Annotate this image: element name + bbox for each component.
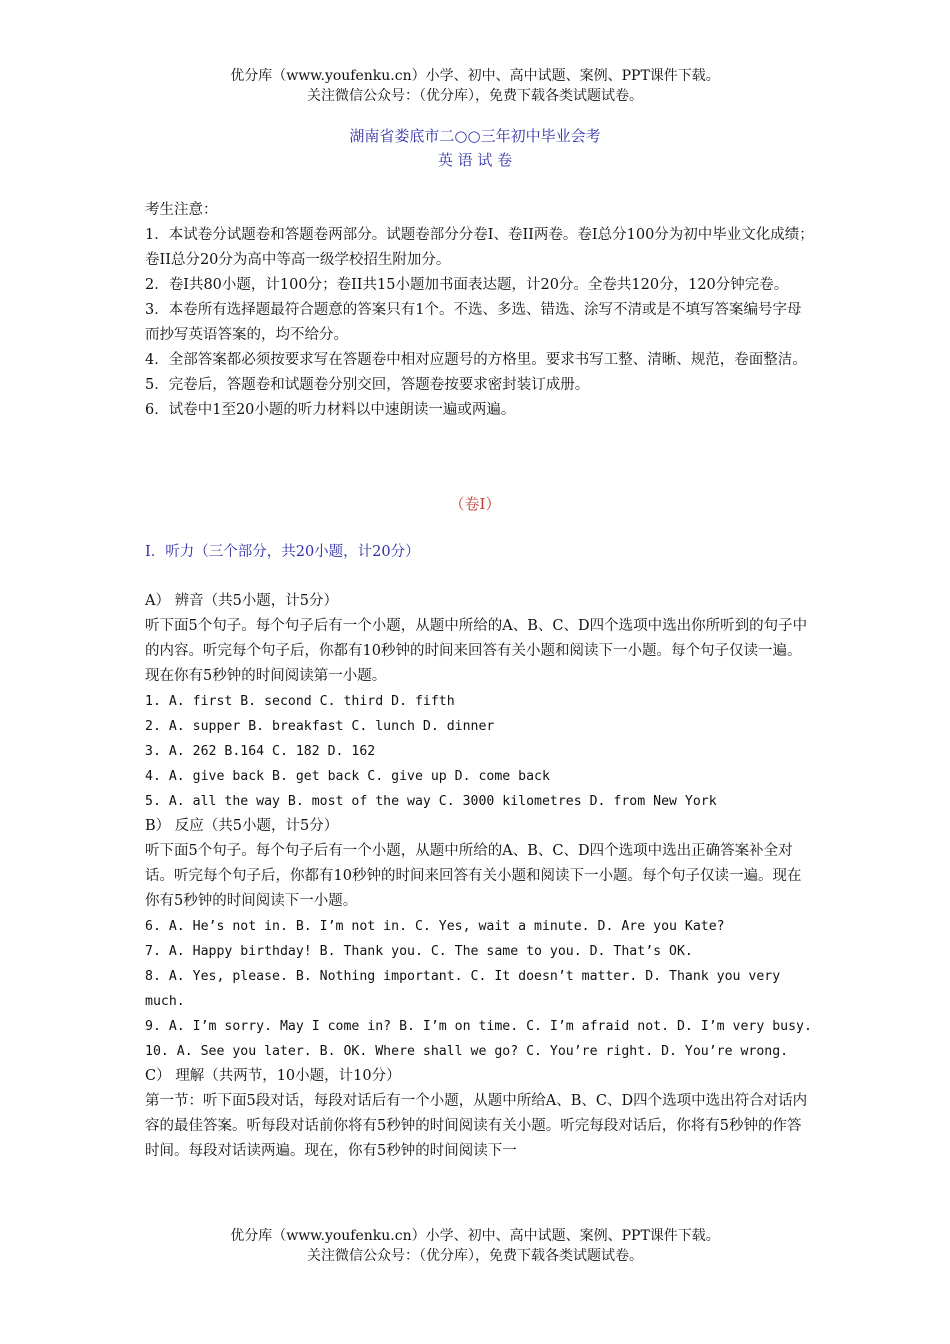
listening-parts bbox=[145, 589, 815, 1164]
notice-item: 5．完卷后，答题卷和试题卷分别交回，答题卷按要求密封装订成册。 bbox=[145, 377, 590, 393]
exam-title-line-2: 英 语 试 卷 bbox=[437, 151, 513, 169]
exam-title-line-1: 湖南省娄底市二○○三年初中毕业会考 bbox=[349, 127, 601, 145]
footer-line-1: 优分库（www.youfenku.cn）小学、初中、高中试题、案例、PPT课件下载。 bbox=[230, 1228, 720, 1244]
page-header bbox=[0, 66, 950, 106]
footer-line-2: 关注微信公众号：（优分库），免费下载各类试题试卷。 bbox=[307, 1248, 643, 1264]
exam-title bbox=[0, 124, 950, 172]
notice-item: 4．全部答案都必须按要求写在答题卷中相对应题号的方格里。要求书写工整、清晰、规范，卷面整洁。 bbox=[145, 352, 807, 368]
header-line-1: 优分库（www.youfenku.cn）小学、初中、高中试题、案例、PPT课件下载。 bbox=[230, 68, 720, 84]
part-a-instructions: 听下面5个句子。每个句子后有一个小题，从题中所给的A、B、C、D四个选项中选出你所听到的句子中的内容。听完每个句子后，你都有10秒钟的时间来回答有关小题和阅读下一小题。每个句子仅读一遍。现在你有5秒钟的时间阅读第一小题。 bbox=[145, 618, 808, 684]
part-b-heading: B） 反应（共5小题，计5分） bbox=[145, 818, 339, 834]
notice-heading: 考生注意： bbox=[145, 202, 218, 218]
page-footer bbox=[0, 1226, 950, 1266]
part-c-heading: C） 理解（共两节，10小题，计10分） bbox=[145, 1068, 401, 1084]
question: 10. A. See you later. B. OK. Where shall we go? C. You’re right. D. You’re wrong. bbox=[145, 1044, 789, 1059]
part-b-instructions: 听下面5个句子。每个句子后有一个小题，从题中所给的A、B、C、D四个选项中选出正确答案补全对话。听完每个句子后，你都有10秒钟的时间来回答有关小题和阅读下一小题。每个句子仅读一遍。现在你有5秒钟的时间阅读下一小题。 bbox=[145, 843, 802, 909]
question: 1. A. first B. second C. third D. fifth bbox=[145, 694, 455, 709]
question: 7. A. Happy birthday! B. Thank you. C. The same to you. D. That’s OK. bbox=[145, 944, 693, 959]
volume-one-label: （卷I） bbox=[449, 495, 501, 513]
question: 9. A. I’m sorry. May I come in? B. I’m on time. C. I’m afraid not. D. I’m very busy. bbox=[145, 1019, 812, 1034]
question: 2. A. supper B. breakfast C. lunch D. dinner bbox=[145, 719, 495, 734]
part-a-heading: A） 辨音（共5小题，计5分） bbox=[145, 593, 339, 609]
question: 8. A. Yes, please. B. Nothing important. C. It doesn’t matter. D. Thank you very much. bbox=[145, 969, 781, 1009]
notice-block bbox=[145, 198, 815, 423]
notice-item: 6．试卷中1至20小题的听力材料以中速朗读一遍或两遍。 bbox=[145, 402, 516, 418]
question: 6. A. He’s not in. B. I’m not in. C. Yes, wait a minute. D. Are you Kate? bbox=[145, 919, 725, 934]
question: 4. A. give back B. get back C. give up D. come back bbox=[145, 769, 550, 784]
section-heading: I．听力（三个部分，共20小题，计20分） bbox=[145, 544, 420, 560]
notice-item: 3．本卷所有选择题最符合题意的答案只有1个。不选、多选、错选、涂写不清或是不填写答案编号字母而抄写英语答案的，均不给分。 bbox=[145, 302, 802, 343]
listening-section bbox=[145, 540, 815, 565]
question: 5. A. all the way B. most of the way C. 3000 kilometres D. from New York bbox=[145, 794, 717, 809]
header-line-2: 关注微信公众号：（优分库），免费下载各类试题试卷。 bbox=[307, 88, 643, 104]
notice-item: 2．卷I共80小题，计100分；卷II共15小题加书面表达题，计20分。全卷共120分，120分钟完卷。 bbox=[145, 277, 789, 293]
part-c-instructions: 第一节：听下面5段对话，每段对话后有一个小题，从题中所给A、B、C、D四个选项中选出符合对话内容的最佳答案。听每段对话前你将有5秒钟的时间阅读有关小题。听完每段对话后，你将有5秒钟的作答时间。每段对话读两遍。现在，你有5秒钟的时间阅读下一 bbox=[145, 1093, 808, 1159]
question: 3. A. 262 B.164 C. 182 D. 162 bbox=[145, 744, 376, 759]
notice-item: 1．本试卷分试题卷和答题卷两部分。试题卷部分分卷I、卷II两卷。卷I总分100分为初中毕业文化成绩；卷II总分20分为高中等高一级学校招生附加分。 bbox=[145, 227, 814, 268]
